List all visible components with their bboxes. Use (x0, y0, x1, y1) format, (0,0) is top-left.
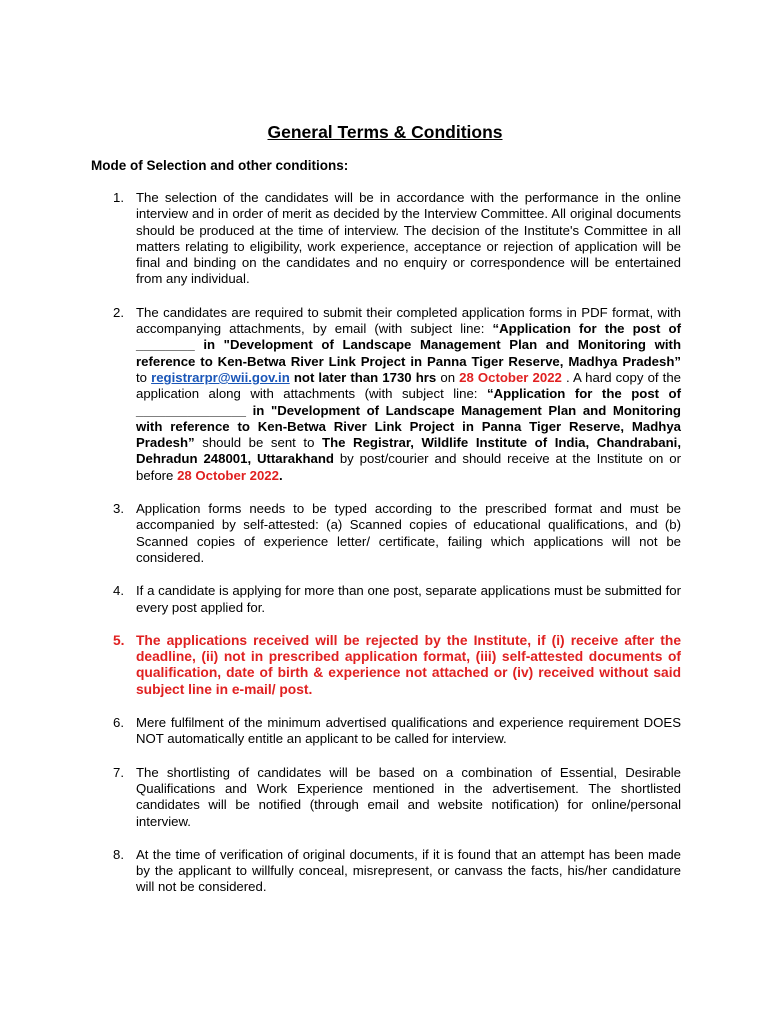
rejection-warning-text: The applications received will be rejected by the Institute, if (i) receive after the deadline, (ii) not in prescribed application format, (iii) self-attested documents of qualification, date of birth & experience not attached or (iv) received without said subject line in e-mail/ post. (136, 632, 681, 697)
list-item-7 (91, 765, 681, 830)
list-item-8 (91, 847, 681, 896)
page-title: General Terms & Conditions (267, 122, 503, 142)
section-heading: Mode of Selection and other conditions: (91, 158, 349, 173)
item-text-part: by post/courier and should receive at the Institute on or before (136, 451, 681, 483)
list-item-4 (91, 583, 681, 616)
list-number: 4. (113, 583, 124, 599)
deadline-date: 28 October 2022 (459, 369, 562, 385)
list-item-2 (91, 305, 681, 484)
item-text: Application forms needs to be typed according to the prescribed format and must be accompanied by self-attested: (a) Scanned copies of educational qualifications, and (b) Scanned copies of experience letter/ certificate, failing which applications will not be considered. (136, 501, 681, 565)
item-text: The selection of the candidates will be in accordance with the performance in the online interview and in order of merit as decided by the Interview Committee. All original documents should be produced at the time of interview. The decision of the Institute's Committee in all matters relating to eligibility, work experience, acceptance or rejection of application will be final and binding on the candidates and no enquiry or correspondence will be entertained from any individual. (136, 190, 681, 287)
item-text: If a candidate is applying for more than one post, separate applications must be submitted for every post applied for. (136, 583, 681, 615)
item-text-part: should be sent to (194, 435, 323, 451)
item-text-part: to (136, 369, 152, 385)
item-text: At the time of verification of original documents, if it is found that an attempt has been made by the applicant to willfully conceal, misrepresent, or canvass the facts, his/her candidature will not be considered. (136, 846, 681, 895)
item-text-part: The candidates are required to submit their completed application forms in PDF format, with accompanying attachments, by email (with subject line: (136, 304, 681, 337)
registrar-email-link[interactable]: registrarpr@wii.gov.in (151, 369, 290, 385)
item-text: Mere fulfilment of the minimum advertised qualifications and experience requirement DOES NOT automatically entitle an applicant to be called for interview. (136, 715, 681, 747)
list-item-1 (91, 190, 681, 288)
list-item-5 (91, 633, 681, 698)
list-number: 7. (113, 764, 124, 780)
post-subject-line: “Application for the post of _______________ in "Development of Landscape Management Plan and Monitoring with reference to Ken-Betwa River Link Project in Panna Tiger Reserve, Madhya Pradesh” (136, 386, 681, 451)
item-text-part: . (278, 467, 283, 483)
hardcopy-deadline-date: 28 October 2022 (177, 467, 279, 483)
list-number: 6. (113, 715, 124, 731)
list-item-3 (91, 501, 681, 566)
registrar-address: The Registrar, Wildlife Institute of India, Chandrabani, Dehradun 248001, Uttarakhand (136, 435, 681, 467)
list-number: 5. (113, 632, 125, 648)
list-number: 2. (113, 304, 124, 320)
item-text-part: on (436, 369, 460, 385)
list-item-6 (91, 715, 681, 748)
list-number: 8. (113, 846, 124, 862)
deadline-time: not later than 1730 hrs (289, 369, 437, 385)
email-subject-line: “Application for the post of ________ in "Development of Landscape Management Plan and Monitoring with reference to Ken-Betwa River Link Project in Panna Tiger Reserve, Madhya Pradesh” (136, 321, 681, 369)
item-text-part: . A hard copy of the application along with attachments (with subject line: (136, 369, 681, 402)
list-number: 1. (113, 190, 124, 205)
list-number: 3. (113, 501, 124, 517)
item-text: The shortlisting of candidates will be based on a combination of Essential, Desirable Qualifications and Work Experience mentioned in the advertisement. The shortlisted candidates will be notified (through email and website notification) for online/personal interview. (136, 764, 681, 829)
conditions-list (91, 190, 681, 913)
